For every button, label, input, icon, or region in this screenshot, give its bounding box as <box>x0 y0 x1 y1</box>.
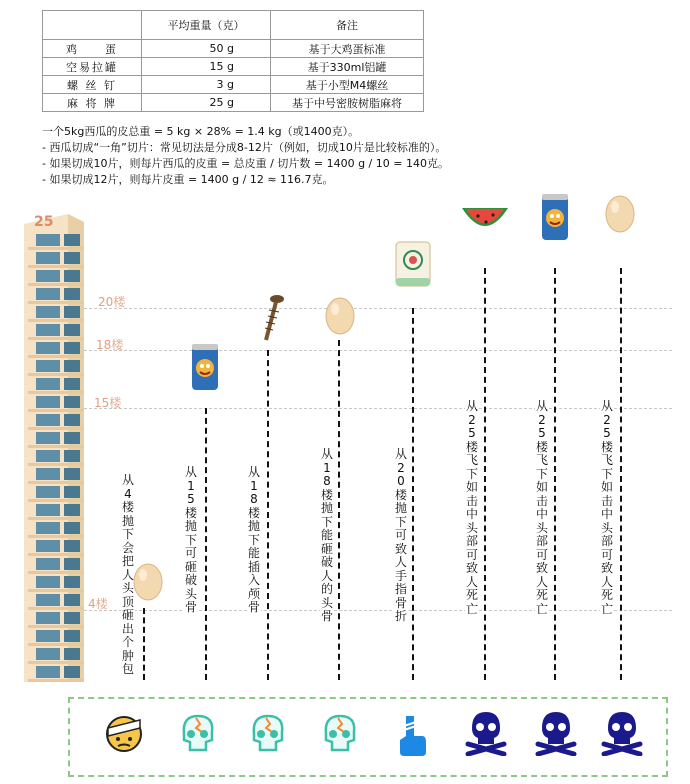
building-floor-slab <box>28 355 84 358</box>
building-floor-slab <box>28 463 84 466</box>
item-weight: 15 g <box>142 58 271 76</box>
drop-line <box>554 268 556 680</box>
building-window <box>36 540 60 552</box>
note-line: - 如果切成10片，则每片西瓜的皮重 = 总皮重 / 切片数 = 1400 g / 10 = 140克。 <box>42 157 449 170</box>
item-name: 麻 将 牌 <box>43 94 142 112</box>
building-floor-slab <box>28 373 84 376</box>
building-window <box>64 486 80 498</box>
table-row <box>43 76 424 94</box>
drop-line <box>143 608 145 680</box>
building-window <box>64 378 80 390</box>
building-window <box>36 576 60 588</box>
weight-table <box>42 10 424 112</box>
building-window <box>64 360 80 372</box>
drop-line <box>267 350 269 680</box>
item-name: 空易拉罐 <box>43 58 142 76</box>
building-floor-slab <box>28 607 84 610</box>
building-floor-slab <box>28 589 84 592</box>
egg-icon <box>604 192 636 234</box>
table-header <box>43 11 142 40</box>
note-line: - 如果切成12片，则每片皮重 = 1400 g / 12 ≈ 116.7克。 <box>42 173 334 186</box>
floor-line-4 <box>84 610 672 611</box>
building-window <box>64 288 80 300</box>
building-window <box>64 522 80 534</box>
note-line: 一个5kg西瓜的皮总重 = 5 kg × 28% = 1.4 kg（或1400克）。 <box>42 125 360 138</box>
egg-icon <box>132 560 164 602</box>
building-window <box>36 378 60 390</box>
building-window <box>36 396 60 408</box>
building-window <box>64 414 80 426</box>
floor-label-15: 15楼 <box>94 396 122 410</box>
floor-line-18 <box>84 350 672 351</box>
building-window <box>36 306 60 318</box>
building-illustration <box>18 212 88 682</box>
broken-finger-icon <box>394 712 430 758</box>
building-window <box>64 468 80 480</box>
building-floor-slab <box>28 337 84 340</box>
building-floor-slab <box>28 409 84 412</box>
building-floor-slab <box>28 535 84 538</box>
can-icon <box>190 342 220 392</box>
watermelon-slice-icon <box>460 200 510 238</box>
screw-icon <box>260 292 286 344</box>
building-floor-slab <box>28 247 84 250</box>
table-row <box>43 40 424 58</box>
building-window <box>36 432 60 444</box>
building-window <box>36 360 60 372</box>
building-window <box>64 576 80 588</box>
drop-line <box>338 340 340 680</box>
skull-crossbones-icon <box>600 710 644 756</box>
drop-line <box>620 268 622 680</box>
building-floor-number: 25 <box>34 214 54 230</box>
building-window <box>36 504 60 516</box>
building-floor-slab <box>28 553 84 556</box>
column-caption: 从18楼抛下能插入颅骨 <box>247 465 260 614</box>
building-window <box>64 594 80 606</box>
mahjong-tile-icon <box>394 240 432 288</box>
table-row <box>43 58 424 76</box>
building-window <box>36 486 60 498</box>
drop-line <box>205 408 207 680</box>
egg-icon <box>324 294 356 336</box>
building-window <box>36 288 60 300</box>
building-window <box>36 414 60 426</box>
building-window <box>36 252 60 264</box>
building-window <box>36 522 60 534</box>
building-window <box>64 342 80 354</box>
column-caption: 从25楼飞下如击中头部可致人死亡 <box>600 399 613 616</box>
building-floor-slab <box>28 679 84 682</box>
can-icon <box>540 192 570 242</box>
building-window <box>64 504 80 516</box>
column-caption: 从18楼抛下能砸破人的头骨 <box>320 447 333 623</box>
building-window <box>36 666 60 678</box>
column-caption: 从20楼抛下可致人手指骨折 <box>394 447 407 623</box>
skull-crossbones-icon <box>464 710 508 756</box>
item-weight: 50 g <box>142 40 271 58</box>
item-name: 螺 丝 钉 <box>43 76 142 94</box>
column-caption: 从25楼飞下如击中头部可致人死亡 <box>465 399 478 616</box>
building-window <box>64 252 80 264</box>
outcome-panel <box>68 697 668 777</box>
drop-line <box>484 268 486 680</box>
building-window <box>64 648 80 660</box>
drop-line <box>412 308 414 680</box>
item-note: 基于中号密胺树脂麻将 <box>271 94 424 112</box>
building-floor-slab <box>28 517 84 520</box>
building-window <box>64 396 80 408</box>
watermelon-notes <box>42 124 449 188</box>
building-window <box>64 432 80 444</box>
item-note: 基于大鸡蛋标准 <box>271 40 424 58</box>
building-floor-slab <box>28 661 84 664</box>
building-floor-slab <box>28 301 84 304</box>
building-window <box>36 558 60 570</box>
item-note: 基于小型M4螺丝 <box>271 76 424 94</box>
floor-line-15 <box>84 408 672 409</box>
building-window <box>36 612 60 624</box>
building-window <box>36 594 60 606</box>
column-caption: 从15楼抛下可砸破头骨 <box>184 465 197 614</box>
building-window <box>36 270 60 282</box>
building-window <box>64 630 80 642</box>
building-window <box>64 612 80 624</box>
building-window <box>36 630 60 642</box>
building-window <box>64 450 80 462</box>
building-window <box>36 342 60 354</box>
item-weight: 25 g <box>142 94 271 112</box>
building-window <box>36 648 60 660</box>
floor-label-18: 18楼 <box>96 338 124 352</box>
building-window <box>64 558 80 570</box>
building-floor-slab <box>28 427 84 430</box>
building-floor-slab <box>28 319 84 322</box>
building-floor-slab <box>28 445 84 448</box>
cracked-skull-icon <box>176 712 218 756</box>
table-row <box>43 94 424 112</box>
table-header-row <box>43 11 424 40</box>
building-floor-slab <box>28 571 84 574</box>
cracked-skull-icon <box>318 712 360 756</box>
floor-line-20 <box>84 308 672 309</box>
column-caption: 从4楼抛下会把人头顶砸出个肿包 <box>121 473 134 676</box>
cracked-skull-icon <box>246 712 288 756</box>
building-floor-slab <box>28 283 84 286</box>
building-floor-slab <box>28 481 84 484</box>
bump-face-icon <box>104 714 144 754</box>
building-window <box>36 234 60 246</box>
floor-label-20: 20楼 <box>98 295 126 309</box>
building-floor-slab <box>28 391 84 394</box>
building-window <box>64 306 80 318</box>
building-window <box>64 666 80 678</box>
building-window <box>64 234 80 246</box>
building-floor-slab <box>28 625 84 628</box>
building-floor-slab <box>28 499 84 502</box>
item-weight: 3 g <box>142 76 271 94</box>
item-note: 基于330ml铝罐 <box>271 58 424 76</box>
table-header: 平均重量（克） <box>142 11 271 40</box>
building-window <box>64 270 80 282</box>
building-window <box>36 450 60 462</box>
building-window <box>36 324 60 336</box>
item-name: 鸡 蛋 <box>43 40 142 58</box>
floor-label-4: 4楼 <box>88 597 108 611</box>
building-window <box>36 468 60 480</box>
column-caption: 从25楼飞下如击中头部可致人死亡 <box>535 399 548 616</box>
building-floor-slab <box>28 265 84 268</box>
table-header: 备注 <box>271 11 424 40</box>
building-window <box>64 540 80 552</box>
skull-crossbones-icon <box>534 710 578 756</box>
building-floor-slab <box>28 643 84 646</box>
building-window <box>64 324 80 336</box>
note-line: - 西瓜切成“一角”切片：常见切法是分成8-12片（例如，切成10片是比较标准的）。 <box>42 141 447 154</box>
